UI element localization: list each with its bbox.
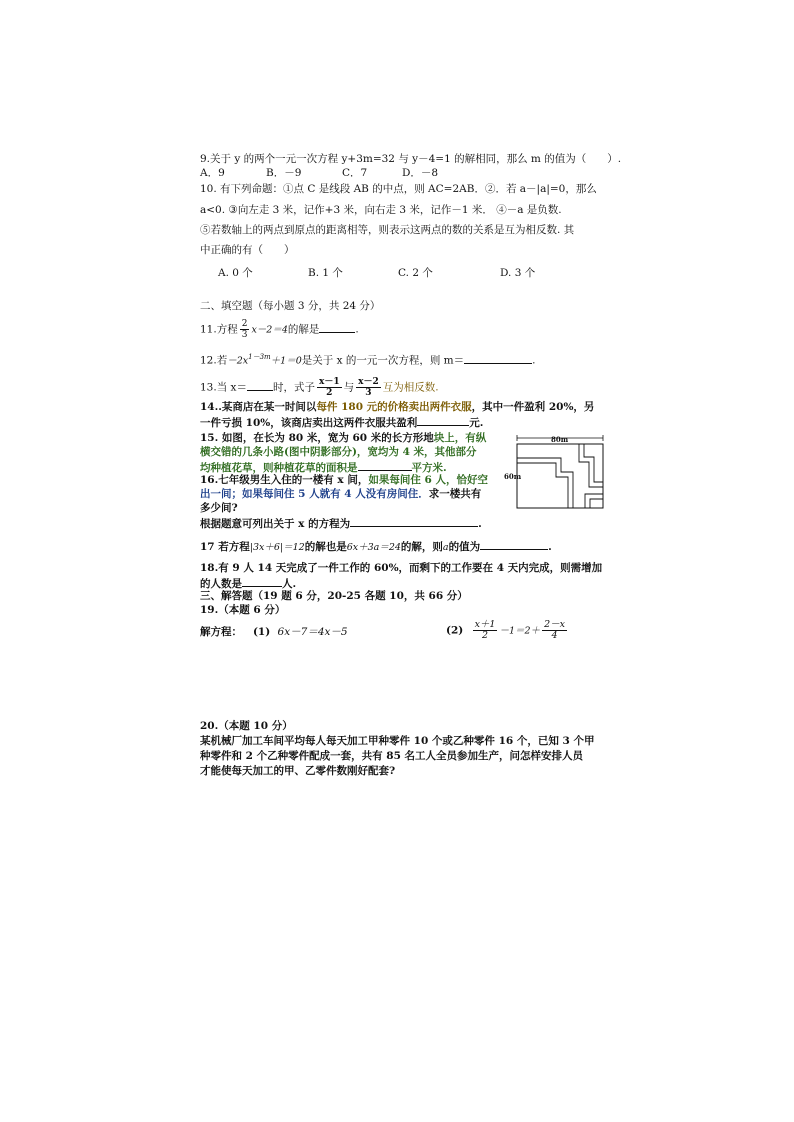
- q13-fraction-2: [356, 377, 381, 398]
- q15-line3-a: 均种植花草，则种植花草的面积是: [200, 462, 358, 474]
- q13-suffix: 互为相反数.: [382, 381, 439, 394]
- q11-end: .: [355, 323, 359, 336]
- q14-line2: [200, 414, 483, 430]
- q13-f1-num: x－1: [318, 377, 340, 387]
- q10-option-b: B. 1 个: [308, 267, 343, 279]
- q11-frac-num: 2: [241, 319, 248, 329]
- q9-option-a: A．9: [200, 167, 225, 179]
- q9-option-c: C．7: [342, 167, 368, 179]
- q20-line1: 某机械厂加工车间平均每人每天加工甲种零件 10 个或乙种零件 16 个，已知 3 个甲: [200, 735, 595, 747]
- q10-line2: a<0. ③向左走 3 米，记作+3 米，向右走 3 米，记作－1 米． ④－a 是负数.: [200, 204, 562, 216]
- q14-line1: [200, 400, 594, 414]
- q16-line2-b: 求一楼共有: [428, 488, 482, 500]
- q19-part2: [446, 620, 569, 641]
- diagram-side-label: 60m: [504, 472, 522, 481]
- q11: [200, 319, 359, 340]
- field-diagram: [503, 432, 607, 515]
- q11-suffix: 的解是: [287, 323, 320, 336]
- q16-end: .: [478, 518, 482, 530]
- q19-f1-den: 2: [481, 630, 489, 641]
- q16-line2: [200, 487, 481, 501]
- q12-answer-blank[interactable]: [464, 352, 532, 364]
- q11-frac-den: 3: [241, 330, 248, 340]
- q11-answer-blank[interactable]: [319, 321, 355, 333]
- q11-expr: x－2＝4: [251, 324, 288, 336]
- q11-prefix: 11.方程: [200, 323, 238, 336]
- q19-f2-num: 2－x: [544, 619, 565, 630]
- q10-option-d: D. 3 个: [500, 267, 536, 279]
- q10-line3: ⑤若数轴上的两点到原点的距离相等，则表示这两点的数的关系是互为相反数. 其: [200, 224, 575, 236]
- q15-answer-blank[interactable]: [358, 459, 412, 471]
- q16-line3: 多少间?: [200, 502, 238, 514]
- q20-line3: 才能使每天加工的甲、乙零件数刚好配套?: [200, 765, 396, 777]
- q12-expr-a: －2x: [227, 355, 249, 367]
- q17-eq2: 6x＋3a＝24: [346, 542, 401, 553]
- q19-part1: [200, 625, 348, 639]
- q11-fraction: [240, 319, 250, 340]
- q17-end: .: [548, 541, 552, 553]
- q15-line1: [200, 431, 486, 445]
- q14-line1-b: 每件 180 元的价格卖出两件衣服: [316, 401, 472, 413]
- q12-suffix: 是关于 x 的一元一次方程，则 m＝: [301, 354, 465, 367]
- q17-answer-blank[interactable]: [480, 538, 548, 550]
- q17-suffix: 的值为: [448, 541, 481, 553]
- q14-answer-blank[interactable]: [417, 414, 469, 426]
- q13: [200, 377, 439, 398]
- q15-line3-b: 平方米.: [411, 462, 447, 474]
- q19-fraction-2: [542, 620, 567, 641]
- q12: [200, 350, 535, 369]
- q18-line2-a: 的人数是: [200, 578, 242, 590]
- q17-var: a: [442, 542, 449, 553]
- q19-title: 19.（本题 6 分）: [200, 604, 286, 616]
- q13-f1-den: 2: [326, 388, 333, 398]
- q19-f1-num: x＋1: [474, 619, 496, 630]
- q12-prefix: 12.若: [200, 354, 228, 367]
- q14-line2-b: 元.: [469, 417, 484, 429]
- q10-option-a: A. 0 个: [218, 267, 253, 279]
- q19-eq1: 6x－7＝4x－5: [277, 626, 348, 638]
- q17-prefix: 17 若方程: [200, 541, 250, 553]
- q17-mid: 的解也是: [304, 541, 347, 553]
- q12-exponent: 1－3m: [248, 353, 271, 361]
- q19-label: 解方程：: [200, 626, 242, 638]
- q13-f2-num: x－2: [358, 377, 379, 387]
- q18-answer-blank[interactable]: [242, 575, 282, 587]
- q17-eq1: |3x＋6|＝12: [249, 542, 305, 553]
- q16-line1: [200, 473, 488, 487]
- q15-line2-a: 横交错的几条小路(图中阴影部分)，: [200, 446, 368, 458]
- q9-stem: 9.关于 y 的两个一元一次方程 y+3m=32 与 y－4=1 的解相同，那么 m 的值为（ ）.: [200, 153, 622, 165]
- q14-line1-a: 14..某商店在某一时间以: [200, 401, 317, 413]
- q12-end: .: [532, 354, 536, 367]
- q13-fraction-1: [317, 377, 342, 398]
- q16-line4-text: 根据题意可列出关于 x 的方程为: [200, 518, 351, 530]
- q9-option-d: D．－8: [402, 167, 439, 179]
- q13-answer-blank[interactable]: [247, 379, 273, 391]
- q14-line2-a: 一件亏损 10%，该商店卖出这两件衣服共盈利: [200, 417, 418, 429]
- q15-line2: [200, 445, 477, 459]
- q17: [200, 538, 552, 555]
- q12-expr-b: ＋1＝0: [270, 355, 302, 367]
- q20-line2: 种零件和 2 个乙种零件配成一套，共有 85 名工人全员参加生产，问怎样安排人员: [200, 750, 584, 762]
- q9-option-b: B．－9: [266, 167, 302, 179]
- q15-line2-b: 宽均为 4 米，其他部分: [367, 446, 477, 458]
- q16-line1-a: 16.七年级男生入住的一楼有 x 间，: [200, 474, 369, 486]
- q13-join: 与: [343, 381, 355, 394]
- q13-prefix: 13.当 x＝: [200, 381, 247, 394]
- q15-line1-a: 15. 如图，在长为 80 米，宽为 60 米的长方形地: [200, 432, 434, 444]
- q14-line1-c: ，其中一件盈利 20%，另: [471, 401, 595, 413]
- section2-title: 二、填空题（每小题 3 分，共 24 分）: [200, 300, 381, 312]
- q18-line1: 18.有 9 人 14 天完成了一件工作的 60%，而剩下的工作要在 4 天内完成，则需增加: [200, 562, 603, 574]
- diagram-top-label: 80m: [551, 435, 569, 444]
- q16-line4: [200, 515, 482, 531]
- q13-f2-den: 3: [365, 388, 372, 398]
- q17-mid2: 的解，则: [400, 541, 443, 553]
- section3-title: 三、解答题（19 题 6 分，20-25 各题 10，共 66 分）: [200, 590, 468, 602]
- q13-mid: 时，式子: [272, 381, 315, 394]
- q10-line1: 10. 有下列命题：①点 C 是线段 AB 的中点，则 AC=2AB．②．若 a－|a|=0，那么: [200, 183, 597, 195]
- q19-f2-den: 4: [551, 630, 558, 641]
- q19-p2-label: (2): [446, 624, 464, 637]
- q16-line2-a: 出一间；如果每间住 5 人就有 4 人没有房间住．: [200, 488, 429, 500]
- q16-answer-blank[interactable]: [350, 515, 478, 527]
- q19-mid: －1＝2＋: [499, 625, 541, 637]
- q16-line1-b: 如果每间住 6 人，恰好空: [368, 474, 488, 486]
- q19-fraction-1: [473, 620, 498, 641]
- q18-line2-b: 人.: [282, 578, 297, 590]
- q10-option-c: C. 2 个: [398, 267, 433, 279]
- q10-line4: 中正确的有（ ）: [200, 244, 295, 256]
- q20-title: 20.（本题 10 分）: [200, 720, 293, 732]
- q19-p1-label: (1): [252, 626, 271, 638]
- q15-line1-b: 块上，有纵: [433, 432, 487, 444]
- field-diagram-svg: [503, 432, 607, 512]
